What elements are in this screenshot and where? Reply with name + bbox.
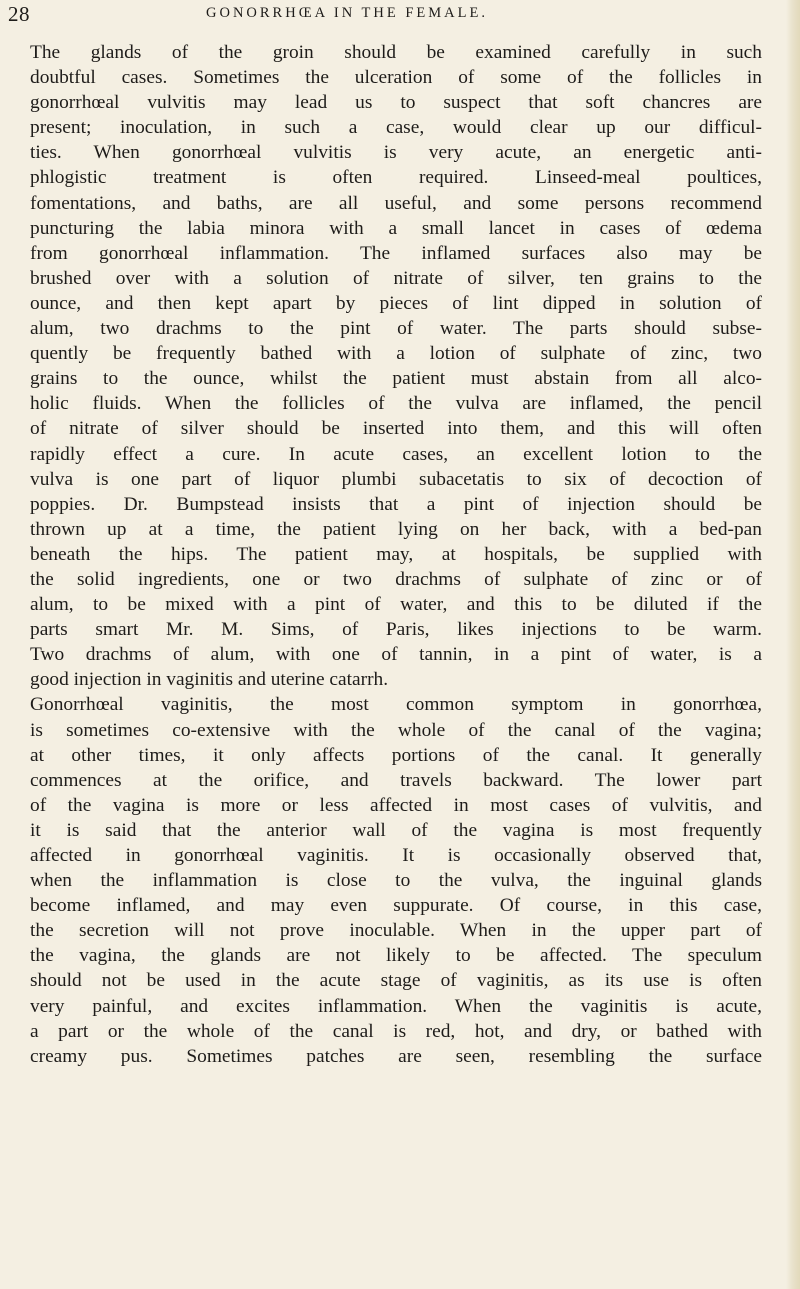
text-line: of the vagina is more or less affected in most cases of vulvitis, and bbox=[30, 794, 762, 816]
text-line: a part or the whole of the canal is red, hot, and dry, or bathed with bbox=[30, 1020, 762, 1042]
text-line: present; inoculation, in such a case, would clear up our difficul- bbox=[30, 117, 762, 139]
text-line: gonorrhœal vulvitis may lead us to suspect that soft chancres are bbox=[30, 92, 762, 114]
text-line: commences at the orifice, and travels backward. The lower part bbox=[30, 769, 762, 791]
text-line: creamy pus. Sometimes patches are seen, resembling the surface bbox=[30, 1045, 762, 1067]
text-line: is sometimes co-extensive with the whole of the canal of the vagina; bbox=[30, 719, 762, 741]
text-line: ounce, and then kept apart by pieces of lint dipped in solution of bbox=[30, 292, 762, 314]
text-line: good injection in vaginitis and uterine catarrh. bbox=[30, 669, 389, 691]
text-line: holic fluids. When the follicles of the vulva are inflamed, the pencil bbox=[30, 393, 762, 415]
text-line: it is said that the anterior wall of the vagina is most frequently bbox=[30, 819, 762, 841]
page-number: 28 bbox=[8, 2, 30, 26]
text-line: doubtful cases. Sometimes the ulceration of some of the follicles in bbox=[30, 67, 762, 89]
text-line: rapidly effect a cure. In acute cases, an excellent lotion to the bbox=[30, 443, 762, 465]
body-text bbox=[30, 40, 762, 1069]
text-line: quently be frequently bathed with a lotion of sulphate of zinc, two bbox=[30, 343, 762, 365]
text-line: very painful, and excites inflammation. When the vaginitis is acute, bbox=[30, 995, 762, 1017]
text-line: Gonorrhœal vaginitis, the most common symptom in gonorrhœa, bbox=[30, 694, 762, 716]
text-line: brushed over with a solution of nitrate of silver, ten grains to the bbox=[30, 267, 762, 289]
text-line: should not be used in the acute stage of vaginitis, as its use is often bbox=[30, 970, 762, 992]
text-line: fomentations, and baths, are all useful, and some persons recommend bbox=[30, 192, 762, 214]
text-line: the vagina, the glands are not likely to be affected. The speculum bbox=[30, 945, 762, 967]
text-line: when the inflammation is close to the vulva, the inguinal glands bbox=[30, 870, 762, 892]
text-line: phlogistic treatment is often required. Linseed-meal poultices, bbox=[30, 167, 762, 189]
text-line: become inflamed, and may even suppurate. Of course, in this case, bbox=[30, 895, 762, 917]
text-line: The glands of the groin should be examined carefully in such bbox=[30, 42, 762, 63]
text-line: poppies. Dr. Bumpstead insists that a pint of injection should be bbox=[30, 493, 762, 515]
text-line: thrown up at a time, the patient lying on her back, with a bed-pan bbox=[30, 518, 762, 540]
text-line: the solid ingredients, one or two drachms of sulphate of zinc or of bbox=[30, 568, 762, 590]
text-line: at other times, it only affects portions of the canal. It generally bbox=[30, 744, 762, 766]
running-title: GONORRHŒA IN THE FEMALE. bbox=[206, 5, 488, 21]
text-line: beneath the hips. The patient may, at hospitals, be supplied with bbox=[30, 543, 762, 565]
text-line: parts smart Mr. M. Sims, of Paris, likes injections to be warm. bbox=[30, 619, 762, 641]
text-line: alum, two drachms to the pint of water. The parts should subse- bbox=[30, 318, 762, 340]
page-edge-shadow bbox=[786, 0, 800, 1289]
text-line: vulva is one part of liquor plumbi subacetatis to six of decoction of bbox=[30, 468, 762, 490]
text-line: puncturing the labia minora with a small lancet in cases of œdema bbox=[30, 217, 762, 239]
text-line: alum, to be mixed with a pint of water, and this to be diluted if the bbox=[30, 594, 762, 616]
text-line: from gonorrhœal inflammation. The inflamed surfaces also may be bbox=[30, 242, 762, 264]
text-line: of nitrate of silver should be inserted into them, and this will often bbox=[30, 418, 762, 440]
text-line: ties. When gonorrhœal vulvitis is very acute, an energetic anti- bbox=[30, 142, 762, 164]
text-line: the secretion will not prove inoculable. When in the upper part of bbox=[30, 920, 762, 942]
text-line: Two drachms of alum, with one of tannin, in a pint of water, is a bbox=[30, 644, 762, 666]
text-line: grains to the ounce, whilst the patient must abstain from all alco- bbox=[30, 368, 762, 390]
text-line: affected in gonorrhœal vaginitis. It is occasionally observed that, bbox=[30, 845, 762, 866]
